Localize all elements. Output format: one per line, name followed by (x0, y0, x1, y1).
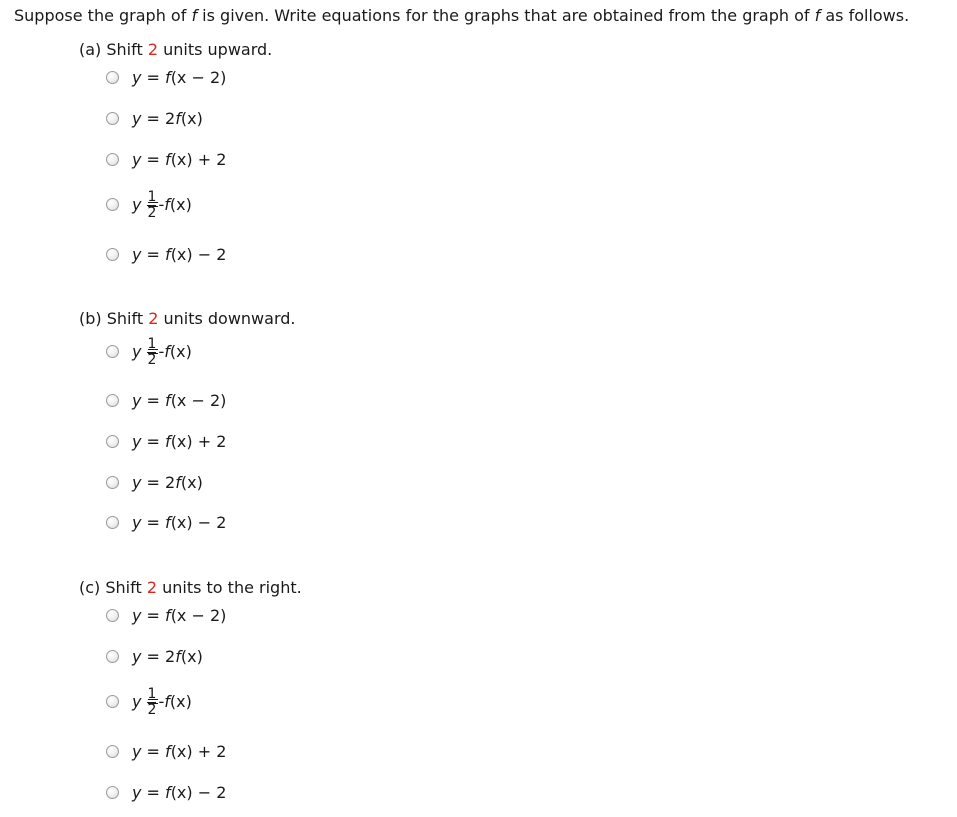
part-a-option-2[interactable] (106, 106, 203, 130)
fraction: $\frac{1}{2}$ (147, 335, 157, 368)
radio-button[interactable] (106, 786, 119, 799)
equation: y = f (x − 2) (132, 67, 227, 87)
part-a-option-5[interactable] (106, 242, 226, 266)
radio-button[interactable] (106, 394, 119, 407)
radio-button[interactable] (106, 695, 119, 708)
intro-f-symbol-1: f (191, 6, 198, 25)
equation: y = 2 f (x) (132, 472, 203, 492)
part-b-suffix: units downward. (158, 309, 296, 328)
radio-button[interactable] (106, 71, 119, 84)
part-c-option-3[interactable] (106, 685, 192, 718)
part-b-number: 2 (148, 309, 159, 328)
radio-button[interactable] (106, 248, 119, 261)
part-b-heading (79, 309, 295, 328)
part-c-suffix: units to the right. (157, 578, 302, 597)
intro-text-1: Suppose the graph of (14, 6, 192, 25)
part-a-suffix: units upward. (158, 40, 273, 59)
part-b-option-4[interactable] (106, 470, 203, 494)
radio-button[interactable] (106, 112, 119, 125)
problem-statement (14, 6, 909, 25)
part-a (79, 40, 579, 280)
equation: y = f (x) − 2 (132, 512, 227, 532)
equation: y = 2 f (x) (132, 646, 203, 666)
radio-button[interactable] (106, 650, 119, 663)
equation: y = f (x) − 2 (132, 782, 227, 802)
radio-button[interactable] (106, 198, 119, 211)
part-a-heading (79, 40, 272, 59)
part-c-option-1[interactable] (106, 603, 226, 627)
radio-button[interactable] (106, 345, 119, 358)
equation-fraction: y $\frac{1}{2}$ - f (x) (132, 685, 192, 718)
radio-button[interactable] (106, 153, 119, 166)
part-b-prefix: (b) Shift (79, 309, 149, 328)
radio-button[interactable] (106, 476, 119, 489)
equation: y = 2 f (x) (132, 108, 203, 128)
part-b-option-3[interactable] (106, 429, 226, 453)
equation: y = f (x − 2) (132, 390, 227, 410)
equation: y = f (x) + 2 (132, 149, 227, 169)
intro-f-symbol-2: f (814, 6, 821, 25)
part-c-option-5[interactable] (106, 780, 226, 804)
part-c-heading (79, 578, 302, 597)
part-b-option-2[interactable] (106, 388, 226, 412)
part-c-option-2[interactable] (106, 644, 203, 668)
equation: y = f (x − 2) (132, 605, 227, 625)
part-c (79, 578, 579, 813)
part-a-prefix: (a) Shift (79, 40, 148, 59)
part-c-option-4[interactable] (106, 739, 226, 763)
radio-button[interactable] (106, 516, 119, 529)
radio-button[interactable] (106, 435, 119, 448)
part-b (79, 309, 579, 549)
radio-button[interactable] (106, 745, 119, 758)
equation-fraction: y $\frac{1}{2}$ - f (x) (132, 188, 192, 221)
fraction: $\frac{1}{2}$ (147, 188, 157, 221)
equation: y = f (x) + 2 (132, 431, 227, 451)
part-a-number: 2 (147, 40, 159, 59)
equation: y = f (x) − 2 (132, 244, 227, 264)
part-c-number: 2 (146, 578, 158, 597)
part-a-option-1[interactable] (106, 65, 226, 89)
part-c-prefix: (c) Shift (79, 578, 147, 597)
equation-fraction: y $\frac{1}{2}$ - f (x) (132, 335, 192, 368)
part-a-option-4[interactable] (106, 188, 192, 221)
part-a-option-3[interactable] (106, 147, 226, 171)
fraction: $\frac{1}{2}$ (147, 685, 157, 718)
intro-text-2: is given. Write equations for the graphs that are obtained from the graph of (197, 6, 815, 25)
part-b-option-1[interactable] (106, 335, 192, 368)
radio-button[interactable] (106, 609, 119, 622)
intro-text-3: as follows. (820, 6, 910, 25)
equation: y = f (x) + 2 (132, 741, 227, 761)
part-b-option-5[interactable] (106, 510, 226, 534)
